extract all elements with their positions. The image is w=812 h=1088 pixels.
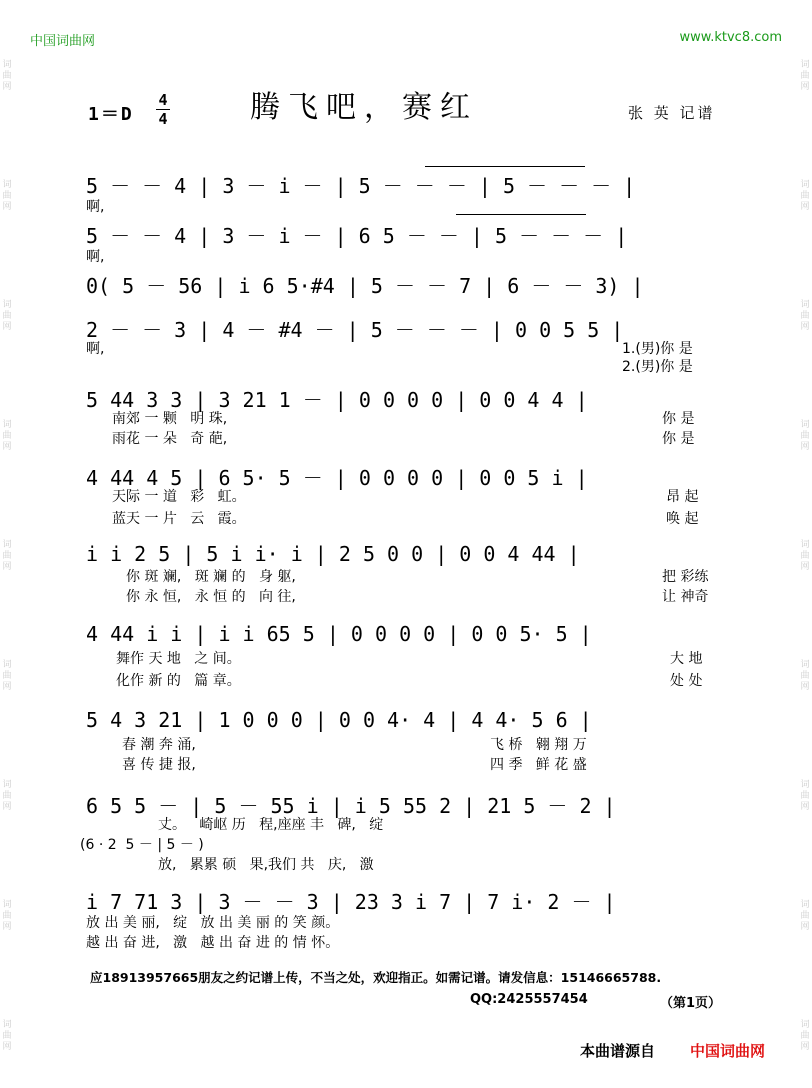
lyric-line: 蓝天 一 片 云 霞。	[112, 511, 246, 527]
lyric-line: 2.(男)你 是	[622, 359, 693, 375]
lyric-line: 啊,	[86, 341, 105, 357]
source-site-link[interactable]: 中国词曲网	[690, 1042, 766, 1060]
lyric-line: 四 季 鲜 花 盛	[490, 757, 587, 773]
lyric-line: 大 地	[670, 651, 703, 667]
lyric-line: 唤 起	[666, 511, 699, 527]
lyric-line: 春 潮 奔 涌,	[122, 737, 196, 753]
lyric-line: 你 是	[662, 411, 695, 427]
time-signature	[156, 92, 170, 127]
lyric-line: 你 斑 斓, 斑 斓 的 身 躯,	[126, 569, 296, 585]
lyric-line: 啊,	[86, 199, 105, 215]
notes-line: 4 44 4 5 | 6 5· 5 － | 0 0 0 0 | 0 0 5 i |	[86, 466, 588, 490]
lyric-line: 化作 新 的 篇 章。	[116, 673, 241, 689]
arranger-credit: 张 英 记谱	[628, 104, 716, 122]
song-title: 腾飞吧，赛红	[250, 90, 478, 125]
page-number: （第1页）	[660, 996, 722, 1011]
lyric-line: 你 永 恒, 永 恒 的 向 往,	[126, 589, 296, 605]
lyric-line: 放, 累累 硕 果,我们 共 庆, 激	[158, 857, 374, 873]
notes-line: 5 － － 4 | 3 － i － | 6 5 － － | 5 － － － |	[86, 224, 628, 248]
lyric-line: 放 出 美 丽, 绽 放 出 美 丽 的 笑 颜。	[86, 915, 340, 931]
lyric-line: 丈。 崎岖 历 程,座座 丰 碑, 绽	[158, 817, 384, 833]
lyric-line: 让 神奇	[662, 589, 709, 605]
time-bottom: 4	[158, 110, 168, 128]
footer-qq: QQ:2425557454	[470, 992, 588, 1007]
notes-line: 5 － － 4 | 3 － i － | 5 － － － | 5 － － － |	[86, 174, 636, 198]
lyric-line: 南郊 一 颗 明 珠,	[112, 411, 228, 427]
notes-line: 5 44 3 3 | 3 21 1 － | 0 0 0 0 | 0 0 4 4 |	[86, 388, 588, 412]
lyric-line: 越 出 奋 进, 激 越 出 奋 进 的 情 怀。	[86, 935, 340, 951]
notes-line: 0( 5 － 56 | i 6 5·#4 | 5 － － 7 | 6 － － 3) |	[86, 274, 644, 298]
site-url-right[interactable]: www.ktvc8.com	[679, 30, 782, 45]
lyric-line: 啊,	[86, 249, 105, 265]
lyric-line: 喜 传 捷 报,	[122, 757, 196, 773]
footer-note: 应18913957665朋友之约记谱上传，不当之处，欢迎指正。如需记谱。请发信息：15146665788.	[90, 970, 662, 985]
notes-line: i i 2 5 | 5 i i· i | 2 5 0 0 | 0 0 4 44 |	[86, 542, 580, 566]
lyric-line: 你 是	[662, 431, 695, 447]
lyric-line: 昂 起	[666, 489, 699, 505]
site-logo-left[interactable]: 中国词曲网	[30, 34, 96, 49]
lyric-line: 雨花 一 朵 奇 葩,	[112, 431, 228, 447]
key-signature: 1＝D	[88, 104, 134, 125]
lyric-line: 1.(男)你 是	[622, 341, 693, 357]
lyric-line: 舞作 天 地 之 间。	[116, 651, 241, 667]
lyric-line: 处 处	[670, 673, 703, 689]
lyric-line: 飞 桥 翱 翔 万	[490, 737, 587, 753]
lyric-line: 天际 一 道 彩 虹。	[112, 489, 246, 505]
notes-line: i 7 71 3 | 3 － － 3 | 23 3 i 7 | 7 i· 2 － |	[86, 890, 616, 914]
notes-line: 2 － － 3 | 4 － #4 － | 5 － － － | 0 0 5 5 |	[86, 318, 624, 342]
notes-line: 4 44 i i | i i 65 5 | 0 0 0 0 | 0 0 5· 5 |	[86, 622, 592, 646]
tie	[456, 214, 586, 215]
notes-line: 6 5 5 － | 5 － 55 i | i 5 55 2 | 21 5 － 2 |	[86, 794, 616, 818]
lyric-line: 把 彩练	[662, 569, 709, 585]
notes-line: 5 4 3 21 | 1 0 0 0 | 0 0 4· 4 | 4 4· 5 6 |	[86, 708, 592, 732]
source-prefix: 本曲谱源自	[580, 1042, 656, 1060]
time-top: 4	[158, 91, 168, 109]
tie	[425, 166, 585, 167]
lyric-line: (6 · 2 5 － | 5 － )	[80, 837, 204, 853]
